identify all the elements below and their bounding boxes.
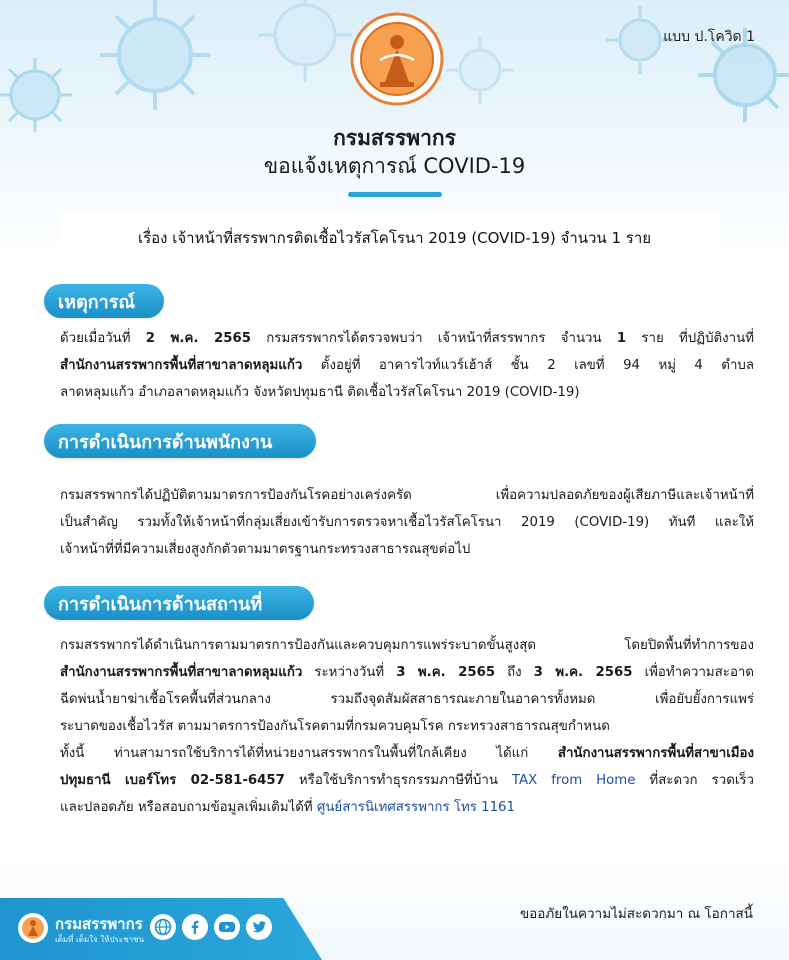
incident-line-1: ด้วยเมื่อวันที่ 2 พ.ค. 2565 กรมสรรพากรได้ตรวจพบว่า เจ้าหน้าที่สรรพากร จำนวน 1 ราย ที่ปฏิบัติงานที่ — [60, 331, 754, 346]
website-icon[interactable] — [150, 914, 176, 940]
site-line-6: ปทุมธานี เบอร์โทร 02-581-6457 หรือใช้บริการทำธุรกรรมภาษีที่บ้าน TAX from Home ที่สะดวก รวดเร็ว — [60, 773, 754, 788]
section-heading-staff: การดำเนินการด้านพนักงาน — [44, 424, 316, 458]
site-line-3: ฉีดพ่นน้ำยาฆ่าเชื้อโรคพื้นที่ส่วนกลาง รวมถึงจุดสัมผัสสาธารณะภายในอาคารทั้งหมด เพื่อยับยั้งการแพร่ — [60, 692, 754, 707]
footer-slogan: เต็มที่ เต็มใจ ให้ประชาชน — [55, 935, 145, 944]
subject-line: เรื่อง เจ้าหน้าที่สรรพากรติดเชื้อไวรัสโคโรนา 2019 (COVID-19) จำนวน 1 ราย — [137, 229, 652, 247]
staff-line-2: เป็นสำคัญ รวมทั้งให้เจ้าหน้าที่กลุ่มเสี่ยงเข้ารับการตรวจหาเชื้อไวรัสโคโรนา 2019 (COVID-19) ทันที และให้ — [60, 515, 754, 530]
twitter-icon[interactable] — [246, 914, 272, 940]
rd-call-center-link[interactable]: ศูนย์สารนิเทศสรรพากร โทร 1161 — [316, 800, 515, 815]
virus-decoration-icon — [90, 0, 220, 120]
virus-decoration-icon — [250, 0, 360, 90]
site-line-7: และปลอดภัย หรือสอบถามข้อมูลเพิ่มเติมได้ที่ ศูนย์สารนิเทศสรรพากร โทร 1161 — [60, 800, 515, 815]
section-heading-site: การดำเนินการด้านสถานที่ — [44, 586, 314, 620]
revenue-department-seal-icon — [350, 12, 444, 106]
youtube-icon[interactable] — [214, 914, 240, 940]
tax-from-home-link[interactable]: TAX from Home — [511, 773, 636, 788]
site-line-1: กรมสรรพากรได้ดำเนินการตามมาตรการป้องกันและควบคุมการแพร่ระบาดขั้นสูงสุด โดยปิดพื้นที่ทำการของ — [60, 638, 754, 653]
site-paragraph — [60, 632, 754, 821]
footer-org-name: กรมสรรพากร — [55, 915, 143, 933]
incident-line-3: ลาดหลุมแก้ว อำเภอลาดหลุมแก้ว จังหวัดปทุมธานี ติดเชื้อไวรัสโคโรนา 2019 (COVID-19) — [60, 385, 580, 400]
staff-line-1: กรมสรรพากรได้ปฏิบัติตามมาตรการป้องกันโรคอย่างเคร่งครัด เพื่อความปลอดภัยของผู้เสียภาษีและเจ้าหน้าที่ — [60, 488, 754, 503]
section-heading-incident: เหตุการณ์ — [44, 284, 164, 318]
title-underline — [348, 192, 442, 197]
closing-apology: ขออภัยในความไม่สะดวกมา ณ โอกาสนี้ — [519, 906, 753, 922]
incident-line-2: สำนักงานสรรพากรพื้นที่สาขาลาดหลุมแก้ว ตั้งอยู่ที่ อาคารไวท์แวร์เฮ้าส์ ชั้น 2 เลขที่ 94 หมู่ 4 ตำบล — [60, 358, 754, 373]
incident-paragraph — [60, 325, 754, 406]
site-line-4: ระบาดของเชื้อไวรัส ตามมาตรการป้องกันโรคตามที่กรมควบคุมโรค กระทรวงสาธารณสุขกำหนด — [60, 719, 610, 734]
staff-paragraph — [60, 482, 754, 563]
site-line-5: ทั้งนี้ ท่านสามารถใช้บริการได้ที่หน่วยงานสรรพากรในพื้นที่ใกล้เคียง ได้แก่ สำนักงานสรรพากรพื้นที่สาขาเมือง — [60, 746, 754, 761]
facebook-icon[interactable] — [182, 914, 208, 940]
staff-line-3: เจ้าหน้าที่ที่มีความเสี่ยงสูงกักตัวตามมาตรฐานกระทรวงสาธารณสุขต่อไป — [60, 542, 471, 557]
site-line-2: สำนักงานสรรพากรพื้นที่สาขาลาดหลุมแก้ว ระหว่างวันที่ 3 พ.ค. 2565 ถึง 3 พ.ค. 2565 เพื่อทำความสะอาด — [60, 665, 754, 680]
virus-decoration-icon — [440, 30, 520, 110]
org-title: กรมสรรพากร — [333, 126, 456, 150]
form-code: แบบ ป.โควิด 1 — [663, 29, 755, 45]
announcement-subtitle: ขอแจ้งเหตุการณ์ COVID-19 — [263, 154, 526, 178]
footer-seal-icon — [18, 913, 48, 943]
